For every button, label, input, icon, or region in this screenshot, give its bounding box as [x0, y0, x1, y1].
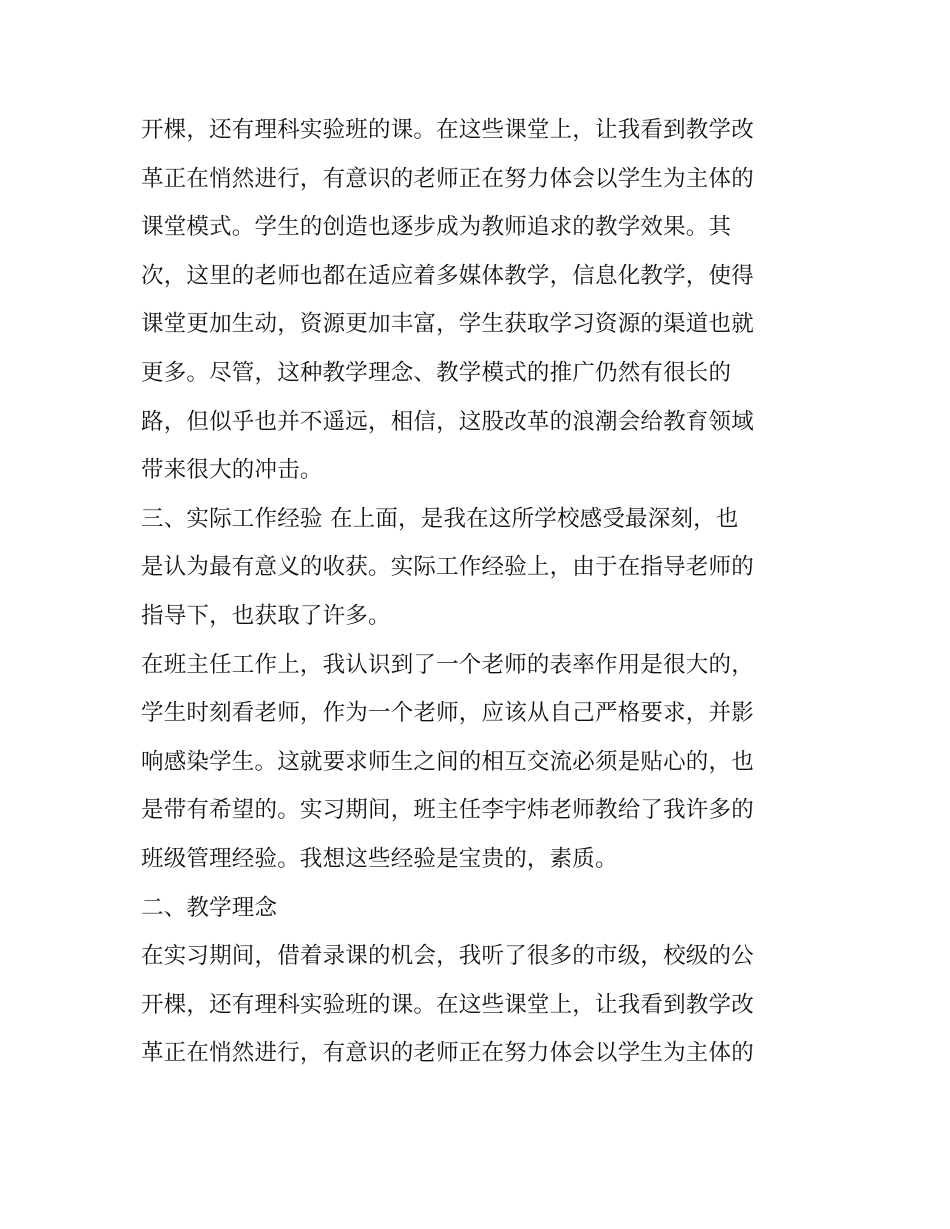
- text-line: 在实习期间，借着录课的机会，我听了很多的市级，校级的公: [141, 943, 754, 970]
- text-line: 响感染学生。这就要求师生之间的相互交流必须是贴心的，也: [141, 748, 754, 775]
- text-line: 开棵，还有理科实验班的课。在这些课堂上，让我看到教学改: [141, 991, 754, 1018]
- text-line: 学生时刻看老师，作为一个老师，应该从自己严格要求，并影: [141, 700, 754, 727]
- text-line: 次，这里的老师也都在适应着多媒体教学，信息化教学，使得: [141, 262, 754, 289]
- section-heading: 二、教学理念: [141, 894, 278, 921]
- text-line: 革正在悄然进行，有意识的老师正在努力体会以学生为主体的: [141, 1040, 754, 1067]
- text-line: 是带有希望的。实习期间，班主任李宇炜老师教给了我许多的: [141, 797, 754, 824]
- text-line: 课堂更加生动，资源更加丰富，学生获取学习资源的渠道也就: [141, 311, 754, 338]
- text-line: 路，但似乎也并不遥远，相信，这股改革的浪潮会给教育领域: [141, 408, 754, 435]
- text-line: 指导下，也获取了许多。: [141, 602, 391, 629]
- text-line: 是认为最有意义的收获。实际工作经验上，由于在指导老师的: [141, 554, 754, 581]
- text-line: 开棵，还有理科实验班的课。在这些课堂上，让我看到教学改: [141, 117, 754, 143]
- text-line: 班级管理经验。我想这些经验是宝贵的，素质。: [141, 845, 618, 872]
- text-line: 革正在悄然进行，有意识的老师正在努力体会以学生为主体的: [141, 165, 754, 192]
- text-line: 在班主任工作上，我认识到了一个老师的表率作用是很大的，: [141, 651, 754, 678]
- section-heading-line: 三、实际工作经验 在上面，是我在这所学校感受最深刻，也: [141, 505, 739, 532]
- text-line: 带来很大的冲击。: [141, 457, 323, 484]
- document-body: [141, 106, 821, 1078]
- text-line: 课堂模式。学生的创造也逐步成为教师追求的教学效果。其: [141, 214, 732, 241]
- text-line: 更多。尽管，这种教学理念、教学模式的推广仍然有很长的: [141, 359, 732, 386]
